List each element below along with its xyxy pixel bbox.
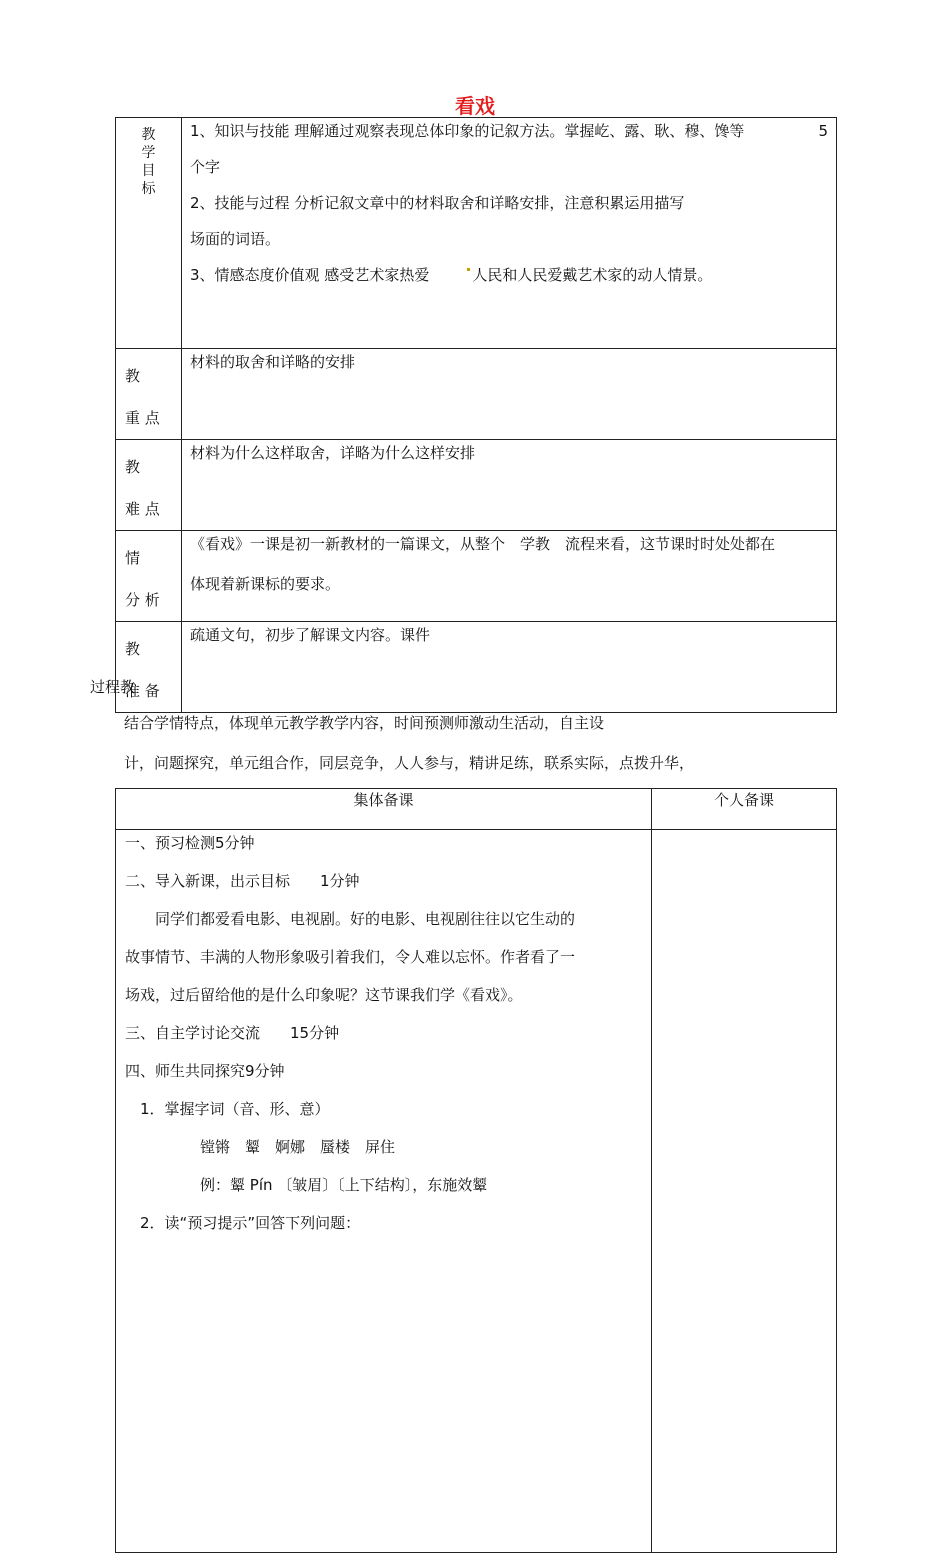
process-step: 四、师生共同探究9分钟 <box>125 1062 285 1080</box>
goals-line: 个字 <box>190 158 221 176</box>
collective-prep-cell <box>116 830 652 1553</box>
analysis-line: 体现着新课标的要求。 <box>190 575 341 593</box>
difficulty-text: 材料为什么这样取舍，详略为什么这样安排 <box>190 444 476 462</box>
difficulty-row <box>116 440 837 531</box>
process-text: 同学们都爱看电影、电视剧。好的电影、电视剧往往以它生动的 <box>125 910 576 928</box>
goals-label-char: 教 <box>141 127 156 143</box>
prep-row <box>116 622 837 713</box>
goals-content-cell <box>182 118 837 349</box>
goals-count: 5 <box>818 122 828 140</box>
lesson-plan-table <box>115 117 837 713</box>
focus-label-cell <box>116 349 182 440</box>
focus-content-cell <box>182 349 837 440</box>
focus-label: 教 重 点 <box>125 367 160 427</box>
prep-content-cell <box>182 622 837 713</box>
prep-label: 教 准 备 <box>125 640 160 700</box>
goals-line: 1、知识与技能 理解通过观察表现总体印象的记叙方法。掌握屹、露、耿、穆、馋等 5 <box>190 122 828 140</box>
process-step: 一、预习检测5分钟 <box>125 834 255 852</box>
process-line: 计，问题探究，单元组合作，同层竞争，人人参与，精讲足练，联系实际，点拨升华， <box>124 754 695 772</box>
analysis-row <box>116 531 837 622</box>
goals-label-char: 学 <box>141 145 156 161</box>
process-text: 故事情节、丰满的人物形象吸引着我们，令人难以忘怀。作者看了一 <box>125 948 576 966</box>
difficulty-content-cell <box>182 440 837 531</box>
goals-label-char: 标 <box>141 181 156 197</box>
process-body-row <box>116 830 837 1553</box>
analysis-label-cell <box>116 531 182 622</box>
goals-line: 场面的词语。 <box>190 230 281 248</box>
dot-mark <box>467 268 470 271</box>
process-step: 三、自主学讨论交流 15分钟 <box>125 1024 340 1042</box>
prep-label-cell <box>116 622 182 713</box>
difficulty-label-cell <box>116 440 182 531</box>
analysis-line: 《看戏》一课是初一新教材的一篇课文，从整个 学教 流程来看，这节课时时处处都在 <box>190 535 776 553</box>
prep-text: 疏通文句，初步了解课文内容。课件 <box>190 626 431 644</box>
process-label: 过程教 <box>90 678 136 696</box>
vocab-example: 例：颦 Pín 〔皱眉〕〔上下结构〕，东施效颦 <box>125 1176 488 1194</box>
lesson-process-table <box>115 788 837 1553</box>
goals-label <box>116 118 181 198</box>
process-step: 二、导入新课，出示目标 1分钟 <box>125 872 360 890</box>
analysis-content-cell <box>182 531 837 622</box>
process-header-row <box>116 789 837 830</box>
analysis-label: 情 分 析 <box>125 549 160 609</box>
goals-line: 2、技能与过程 分析记叙文章中的材料取舍和详略安排，注意积累运用描写 <box>190 194 685 212</box>
focus-text: 材料的取舍和详略的安排 <box>190 353 356 371</box>
process-text: 场戏，过后留给他的是什么印象呢？这节课我们学《看戏》。 <box>125 986 523 1004</box>
personal-prep-header: 个人备课 <box>652 789 837 830</box>
difficulty-label: 教 难 点 <box>125 458 160 518</box>
goals-row <box>116 118 837 349</box>
collective-prep-header: 集体备课 <box>116 789 652 830</box>
document-title: 看戏 <box>455 94 495 118</box>
process-line: 结合学情特点，体现单元教学教学内容，时间预测师激动生活动，自主设 <box>124 714 605 732</box>
process-substep: 2．读“预习提示”回答下列问题： <box>125 1214 361 1232</box>
vocab-words: 镗锵 颦 婀娜 蜃楼 屏住 <box>125 1138 396 1156</box>
personal-prep-cell <box>652 830 837 1553</box>
goals-label-cell <box>116 118 182 349</box>
goals-label-char: 目 <box>141 163 156 179</box>
focus-row <box>116 349 837 440</box>
process-substep: 1．掌握字词（音、形、意） <box>125 1100 330 1118</box>
goals-line: 3、情感态度价值观 感受艺术家热爱 人民和人民爱戴艺术家的动人情景。 <box>190 266 713 284</box>
